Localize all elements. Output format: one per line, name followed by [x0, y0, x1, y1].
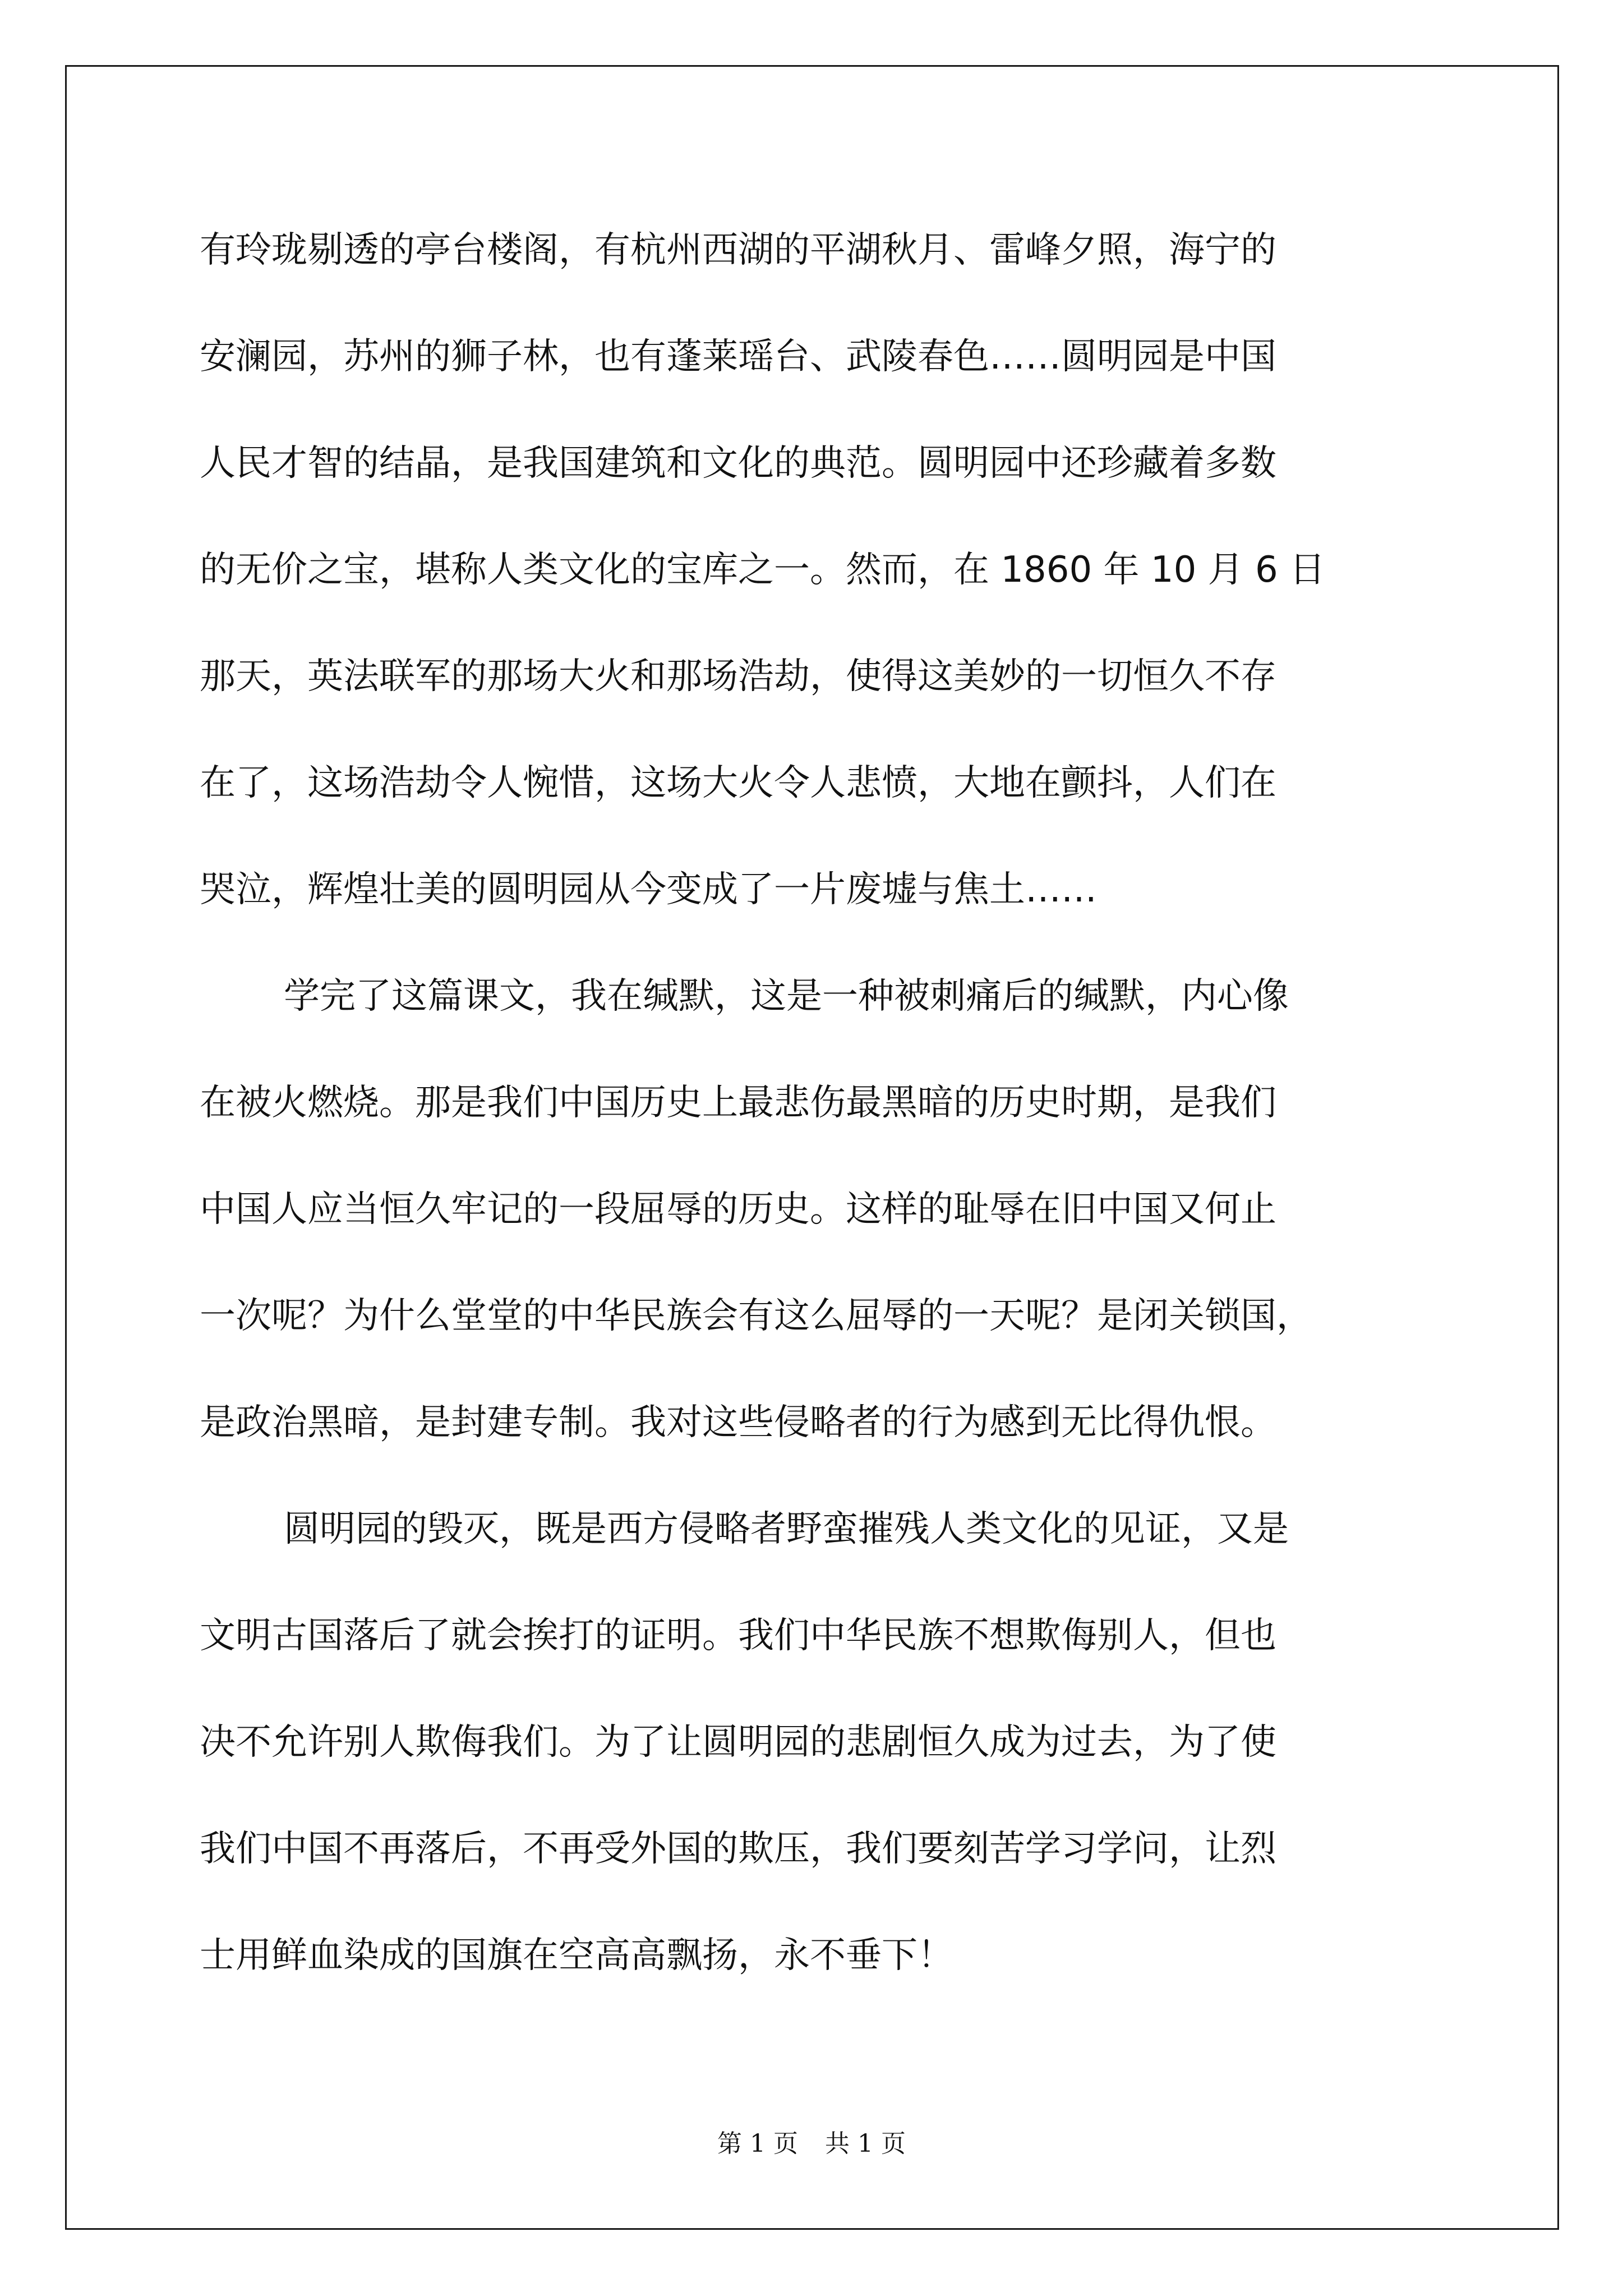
text-line: 一次呢？为什么堂堂的中华民族会有这么屈辱的一天呢？是闭关锁国， [200, 1295, 1312, 1337]
page-border [65, 65, 1559, 2230]
page-number: 第 1 页 [717, 2129, 798, 2158]
text-line: 文明古国落后了就会挨打的证明。我们中华民族不想欺侮别人，但也 [200, 1615, 1276, 1657]
text-line: 在被火燃烧。那是我们中国历史上最悲伤最黑暗的历史时期，是我们 [200, 1082, 1276, 1124]
text-line: 是政治黑暗，是封建专制。我对这些侵略者的行为感到无比得仇恨。 [200, 1402, 1276, 1443]
page-footer [0, 2127, 1623, 2161]
text-line: 的无价之宝，堪称人类文化的宝库之一。然而，在 1860 年 10 月 6 日 [200, 549, 1326, 591]
text-line: 有玲珑剔透的亭台楼阁，有杭州西湖的平湖秋月、雷峰夕照，海宁的 [200, 229, 1276, 271]
page-total: 共 1 页 [825, 2129, 906, 2158]
text-line: 安澜园，苏州的狮子林，也有蓬莱瑶台、武陵春色……圆明园是中国 [200, 336, 1276, 378]
text-line: 我们中国不再落后，不再受外国的欺压，我们要刻苦学习学问，让烈 [200, 1828, 1276, 1870]
text-line: 人民才智的结晶，是我国建筑和文化的典范。圆明园中还珍藏着多数 [200, 443, 1276, 484]
text-line: 在了，这场浩劫令人惋惜，这场大火令人悲愤，大地在颤抖，人们在 [200, 762, 1276, 804]
text-line: 决不允许别人欺侮我们。为了让圆明园的悲剧恒久成为过去，为了使 [200, 1722, 1276, 1763]
text-line: 中国人应当恒久牢记的一段屈辱的历史。这样的耻辱在旧中国又何止 [200, 1189, 1276, 1230]
text-line: 哭泣，辉煌壮美的圆明园从今变成了一片废墟与焦土…… [200, 869, 1097, 910]
text-line: 那天，英法联军的那场大火和那场浩劫，使得这美妙的一切恒久不存 [200, 656, 1276, 697]
text-line: 士用鲜血染成的国旗在空高高飘扬，永不垂下！ [200, 1935, 953, 1976]
paragraph-first-line: 圆明园的毁灭，既是西方侵略者野蛮摧残人类文化的见证，又是 [284, 1508, 1289, 1550]
paragraph-first-line: 学完了这篇课文，我在缄默，这是一种被刺痛后的缄默，内心像 [284, 976, 1289, 1017]
